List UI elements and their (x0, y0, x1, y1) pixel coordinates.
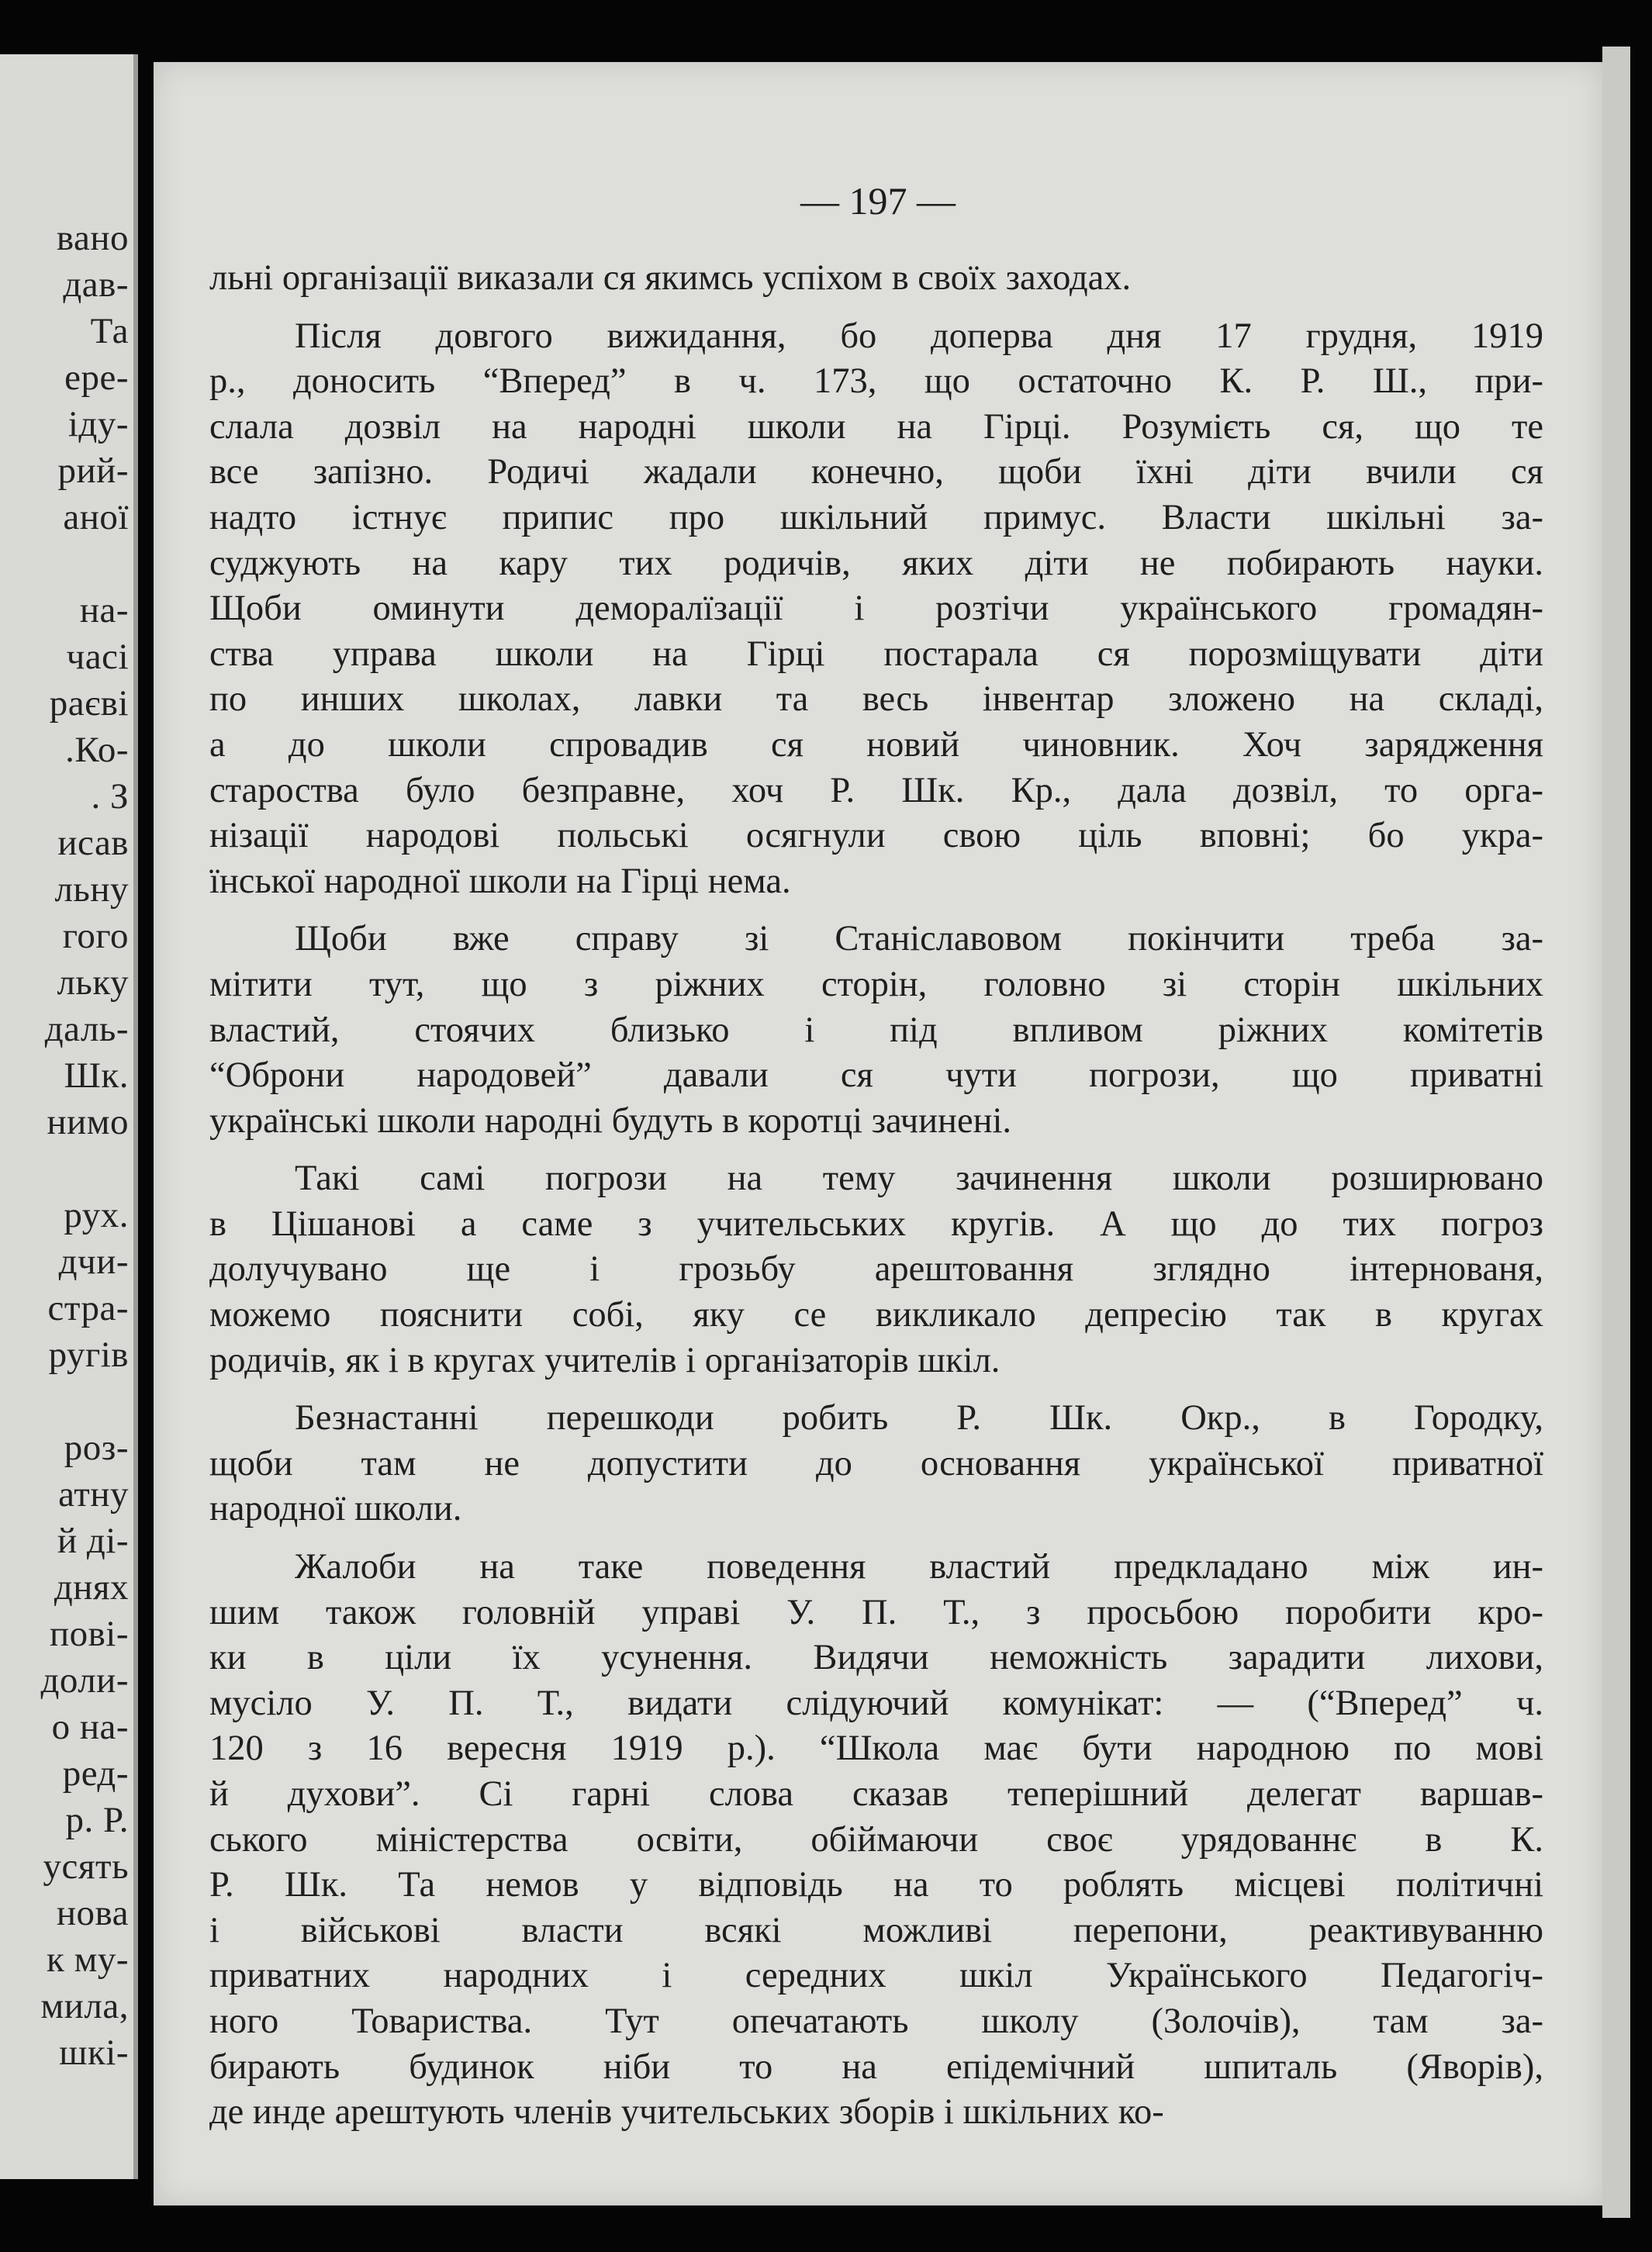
left-page-text-fragment: ере- (64, 357, 129, 398)
text-line: Такі самі погрози на тему зачинення школи розширювано (295, 1159, 1543, 1199)
text-line: шим також головній управі У. П. Т., з просьбою поробити кро- (209, 1592, 1543, 1632)
text-line: суджують на кару тих родичів, яких діти не побирають науки. (209, 543, 1543, 583)
text-line: в Цішанові а саме з учительських кругів. А що до тих погроз (209, 1204, 1543, 1244)
text-line: Р. Шк. Та немов у відповідь на то роблять місцеві політичні (209, 1865, 1543, 1905)
document-page (154, 62, 1602, 2205)
text-line: долучувано ще і грозьбу арештовання зглядно інтернованя, (209, 1249, 1543, 1290)
left-page-text-fragment: часі (66, 637, 129, 677)
text-line: народної школи. (209, 1489, 462, 1529)
text-line: ного Товариства. Тут опечатають школу (Золочів), там за- (209, 2001, 1543, 2041)
left-page-text-fragment: нимо (47, 1102, 129, 1142)
text-line: і військові власти всякі можливі перепони, реактивуванню (209, 1910, 1543, 1950)
paragraph-gap (209, 1383, 1543, 1396)
left-page-text-fragment: мила, (40, 1986, 129, 2026)
left-page-text-fragment: доли- (40, 1660, 129, 1701)
left-page-text-fragment: о на- (51, 1707, 129, 1747)
left-page-text-fragment: днях (54, 1567, 129, 1608)
text-line: щоби там не допустити до основання української приватної (209, 1443, 1543, 1483)
text-line: властий, стоячих близько і під впливом ріжних комітетів (209, 1010, 1543, 1050)
text-line: Безнастанні перешкоди робить Р. Шк. Окр., в Городку, (295, 1398, 1543, 1439)
left-page-fragment (0, 54, 138, 2179)
text-line: по инших школах, лавки та весь інвентар зложено на складі, (209, 679, 1543, 720)
text-line: мусіло У. П. Т., видати слідуючий комунікат: — (“Вперед” ч. (209, 1683, 1543, 1723)
left-page-text-fragment: рий- (57, 451, 129, 491)
text-line: 120 з 16 вересня 1919 р.). “Школа має бути народною по мові (209, 1729, 1543, 1769)
text-line: ки в ціли їх усунення. Видячи неможність зарадити лихови, (209, 1638, 1543, 1678)
left-page-text-fragment: исав (57, 823, 129, 863)
left-page-text-fragment: . З (91, 776, 129, 817)
left-page-text-fragment: .Ко- (65, 730, 129, 770)
text-line: все запізно. Родичі жадали конечно, щоби їхні діти вчили ся (209, 452, 1543, 492)
text-line: де инде арештують членів учительських зборів і шкільних ко- (209, 2092, 1164, 2133)
text-line: бирають будинок ніби то на епідемічний шпиталь (Яворів), (209, 2046, 1543, 2087)
text-line: слала дозвіл на народні школи на Гірці. Розумієть ся, що те (209, 406, 1543, 447)
left-page-text-fragment: вано (56, 218, 129, 258)
text-line: Щоби оминути деморалїзації і розтічи українського громадян- (209, 589, 1543, 629)
left-page-text-fragment: раєві (49, 683, 129, 724)
text-line: їнської народної школи на Гірці нема. (209, 861, 791, 901)
left-page-text-fragment: ругів (48, 1335, 129, 1375)
left-page-text-fragment: даль- (44, 1009, 129, 1049)
left-page-text-fragment: дчи- (58, 1242, 129, 1282)
left-page-text-fragment: на- (79, 590, 129, 630)
left-page-text-fragment: й ді- (57, 1521, 129, 1561)
text-line: ського міністерства освіти, обіймаючи своє урядованнє в К. (209, 1819, 1543, 1860)
left-page-text-fragment: роз- (64, 1428, 129, 1468)
text-line: Після довгого вижидання, бо доперва дня 17 грудня, 1919 (295, 316, 1543, 356)
text-line: “Оброни народовей” давали ся чути погрози, що приватні (209, 1055, 1543, 1096)
left-page-text-fragment: усять (43, 1846, 129, 1887)
left-page-text-fragment: аної (63, 497, 129, 537)
text-line: Щоби вже справу зі Станіславовом покінчити треба за- (295, 919, 1543, 959)
left-page-text-fragment: льку (57, 962, 129, 1003)
text-line: льні організації виказали ся якимсь успіхом в своїх заходах. (209, 258, 1132, 298)
left-page-text-fragment: р. Р. (65, 1800, 129, 1840)
page-number: — 197 — (800, 179, 956, 223)
left-page-text-fragment: Та (90, 311, 129, 351)
paragraph-gap (209, 302, 1543, 314)
paragraph-gap (209, 904, 1543, 917)
text-line: можемо пояснити собі, яку се викликало депресію так в кругах (209, 1295, 1543, 1335)
body-text (209, 256, 1543, 2136)
text-line: приватних народних і середних шкіл Українського Педагогіч- (209, 1956, 1543, 1996)
left-page-text-fragment: пові- (49, 1614, 129, 1654)
left-page-text-fragment: атну (58, 1474, 129, 1515)
left-page-text-fragment: нова (56, 1893, 129, 1933)
text-line: Жалоби на таке поведення властий предкладано між ин- (295, 1547, 1543, 1587)
left-page-text-fragment: гого (62, 916, 129, 956)
left-page-text-fragment: льну (54, 869, 129, 910)
text-line: ства управа школи на Гірці постарала ся порозміщувати діти (209, 634, 1543, 674)
left-page-text-fragment: Шк. (64, 1055, 129, 1096)
left-page-text-fragment: шкі- (59, 2033, 129, 2073)
left-page-text-fragment: к му- (47, 1939, 129, 1980)
paragraph-gap (209, 1144, 1543, 1156)
text-line: надто істнує припис про шкільний примус. Власти шкільні за- (209, 497, 1543, 537)
text-line: й духови”. Сі гарні слова сказав теперішний делегат варшав- (209, 1774, 1543, 1814)
right-page-edge (1602, 47, 1630, 2218)
left-page-text-fragment: рух. (64, 1195, 129, 1235)
text-line: мітити тут, що з ріжних сторін, головно зі сторін шкільних (209, 964, 1543, 1004)
text-line: а до школи спровадив ся новий чиновник. Хоч зарядження (209, 724, 1543, 765)
text-line: староства було безправне, хоч Р. Шк. Кр., дала дозвіл, то орга- (209, 770, 1543, 810)
text-line: р., доносить “Вперед” в ч. 173, що остаточно К. Р. Ш., при- (209, 361, 1543, 402)
left-page-text-fragment: стра- (47, 1288, 129, 1328)
page-fold (133, 54, 138, 2179)
left-page-text-fragment: іду- (67, 404, 129, 444)
text-line: родичів, як і в кругах учителів і органiзаторів шкіл. (209, 1340, 1001, 1380)
paragraph-gap (209, 1532, 1543, 1545)
left-page-text-fragment: ред- (62, 1753, 129, 1794)
left-page-text-fragment: дав- (63, 264, 129, 305)
text-line: українські школи народні будуть в коротці зачинені. (209, 1100, 1012, 1141)
text-line: нізації народові польські осягнули свою ціль вповні; бо укра- (209, 816, 1543, 856)
